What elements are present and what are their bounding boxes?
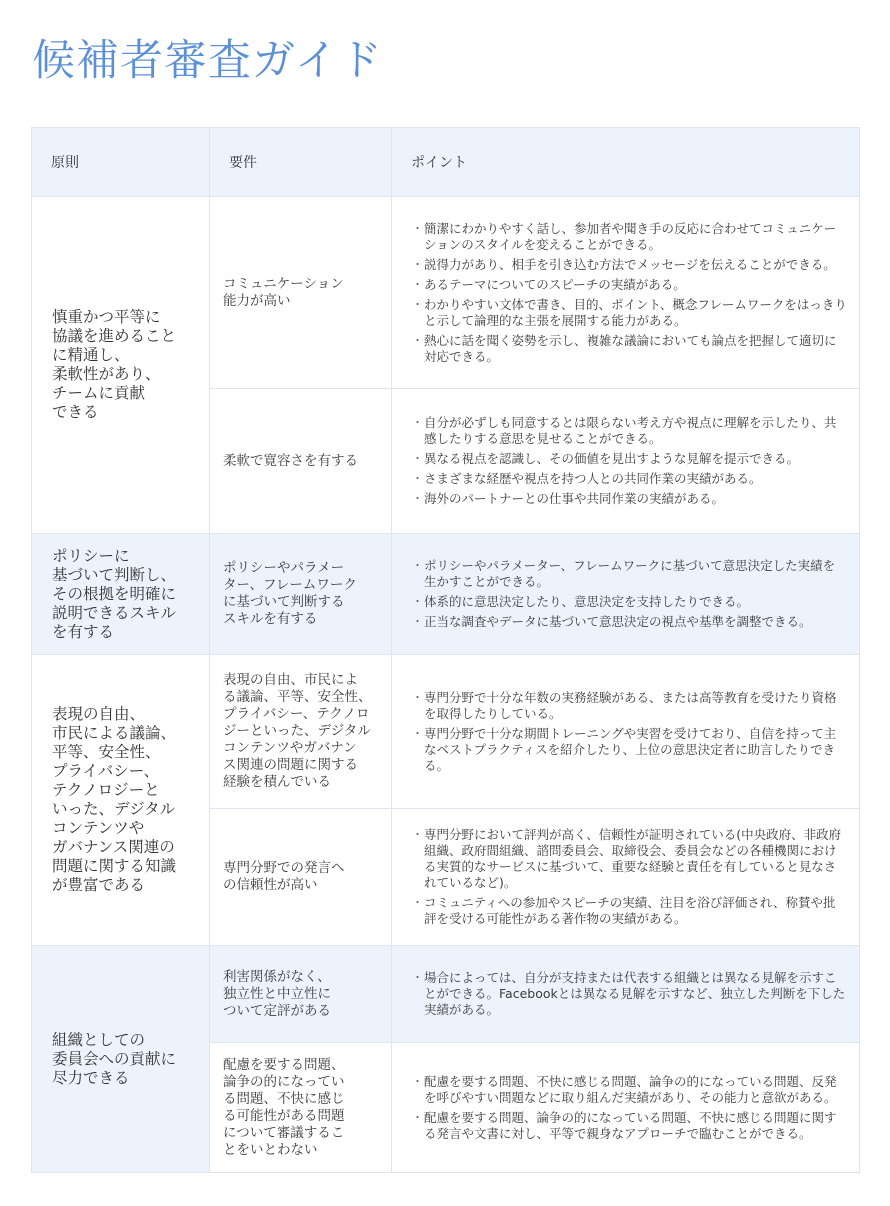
- page-title: 候補者審査ガイド: [32, 36, 383, 86]
- point-text: 熱心に話を聞く姿勢を示し、複雑な議論においても論点を把握して適切に対応できる。: [424, 332, 837, 364]
- points-cell: [392, 389, 860, 534]
- point-text: ポリシーやパラメーター、フレームワークに基づいて意思決定した実績を生かすことができる。: [424, 558, 836, 589]
- bullet-icon: ・: [412, 472, 423, 485]
- point-text: 正当な調査やデータに基づいて意思決定の視点や基準を調整できる。: [424, 614, 812, 629]
- points-cell: [392, 655, 860, 809]
- list-item: [412, 471, 847, 487]
- bullet-icon: ・: [412, 559, 423, 572]
- list-item: [412, 415, 847, 447]
- bullet-icon: ・: [412, 297, 423, 311]
- bullet-icon: ・: [412, 896, 423, 909]
- bullet-icon: ・: [412, 726, 423, 740]
- list-item: [412, 970, 847, 1018]
- list-item: [412, 277, 847, 293]
- point-text: 配慮を要する問題、不快に感じる問題、論争の的になっている問題、反発を呼びやすい問題などに取り組んだ実績があり、その能力と意欲がある。: [424, 1073, 837, 1105]
- header-requirement: 要件: [210, 128, 392, 197]
- bullet-icon: ・: [412, 1110, 423, 1124]
- list-item: [412, 827, 847, 891]
- point-text: 専門分野で十分な年数の実務経験がある、または高等教育を受けたり資格を取得したりしている。: [424, 689, 837, 721]
- bullet-icon: ・: [412, 492, 423, 505]
- header-principle: 原則: [32, 128, 210, 197]
- points-list: [412, 1074, 847, 1142]
- list-item: [412, 690, 847, 722]
- points-cell: [392, 1043, 860, 1173]
- list-item: [412, 257, 847, 273]
- point-text: わかりやすい文体で書き、目的、ポイント、概念フレームワークをはっきりと示して論理的な主張を展開する能力がある。: [424, 296, 847, 328]
- list-item: [412, 451, 847, 467]
- bullet-icon: ・: [412, 971, 423, 984]
- points-cell: [392, 809, 860, 946]
- bullet-icon: ・: [412, 277, 423, 291]
- point-text: 場合によっては、自分が支持または代表する組織とは異なる見解を示すことができる。Facebookとは異なる見解を示すなど、独立した判断を下した実績がある。: [424, 970, 846, 1017]
- bullet-icon: ・: [412, 333, 423, 347]
- points-list: [412, 827, 847, 927]
- principle-cell: 慎重かつ平等に 協議を進めること に精通し、 柔軟性があり、 チームに貢献 できる: [32, 197, 210, 534]
- bullet-icon: ・: [412, 1074, 423, 1088]
- point-text: 体系的に意思決定したり、意思決定を支持したりできる。: [424, 594, 750, 609]
- principle-cell: 表現の自由、 市民による議論、 平等、安全性、 プライバシー、 テクノロジーと いった、デジタル コンテンツや ガバナンス関連の 問題に関する知識 が豊富である: [32, 655, 210, 946]
- list-item: [412, 1074, 847, 1106]
- bullet-icon: ・: [412, 452, 423, 465]
- list-item: [412, 614, 847, 630]
- bullet-icon: ・: [412, 416, 423, 429]
- point-text: 専門分野で十分な期間トレーニングや実習を受けており、自信を持って主なベストプラクティスを紹介したり、上位の意思決定者に助言したりできる。: [424, 725, 837, 773]
- table-row: [32, 946, 860, 1043]
- point-text: コミュニティへの参加やスピーチの実績、注目を浴び評価され、称賛や批評を受ける可能性がある著作物の実績がある。: [424, 895, 836, 926]
- point-text: 簡潔にわかりやすく話し、参加者や聞き手の反応に合わせてコミュニケーションのスタイルを変えることができる。: [424, 220, 837, 252]
- point-text: 自分が必ずしも同意するとは限らない考え方や視点に理解を示したり、共感したりする意思を見せることができる。: [424, 415, 837, 446]
- table-header-row: [32, 128, 860, 197]
- list-item: [412, 1110, 847, 1142]
- points-cell: [392, 534, 860, 655]
- points-cell: [392, 197, 860, 389]
- list-item: [412, 491, 847, 507]
- point-text: 専門分野において評判が高く、信頼性が証明されている(中央政府、非政府組織、政府間組織、諮問委員会、取締役会、委員会などの各種機関における実質的なサービスに基づいて、重要な経験と責任を有していると見なされているなど)。: [424, 827, 842, 890]
- points-list: [412, 690, 847, 774]
- principle-cell: 組織としての 委員会への貢献に 尽力できる: [32, 946, 210, 1173]
- point-text: 配慮を要する問題、論争の的になっている問題、不快に感じる問題に関する発言や文書に対し、平等で親身なアプローチで臨むことができる。: [424, 1109, 837, 1141]
- requirement-cell: コミュニケーション 能力が高い: [210, 197, 392, 389]
- list-item: [412, 221, 847, 253]
- point-text: あるテーマについてのスピーチの実績がある。: [424, 276, 686, 292]
- list-item: [412, 558, 847, 590]
- points-cell: [392, 946, 860, 1043]
- point-text: 海外のパートナーとの仕事や共同作業の実績がある。: [424, 491, 725, 506]
- points-list: [412, 970, 847, 1018]
- principle-group: [32, 197, 860, 534]
- principle-group: [32, 534, 860, 655]
- requirement-cell: 表現の自由、市民によ る議論、平等、安全性、 プライバシー、テクノロ ジーといった、デジタル コンテンツやガバナン ス関連の問題に関する 経験を積んでいる: [210, 655, 392, 809]
- requirement-cell: 配慮を要する問題、 論争の的になってい る問題、不快に感じ る可能性がある問題 について審議するこ とをいとわない: [210, 1043, 392, 1173]
- bullet-icon: ・: [412, 595, 423, 608]
- points-list: [412, 415, 847, 507]
- table-row: [32, 655, 860, 809]
- bullet-icon: ・: [412, 690, 423, 704]
- list-item: [412, 895, 847, 927]
- list-item: [412, 333, 847, 365]
- table-row: [32, 197, 860, 389]
- points-list: [412, 221, 847, 365]
- requirement-cell: 利害関係がなく、 独立性と中立性に ついて定評がある: [210, 946, 392, 1043]
- principle-group: [32, 946, 860, 1173]
- list-item: [412, 297, 847, 329]
- table-row: [32, 534, 860, 655]
- principle-cell: ポリシーに 基づいて判断し、 その根拠を明確に 説明できるスキル を有する: [32, 534, 210, 655]
- point-text: さまざまな経歴や視点を持つ人との共同作業の実績がある。: [424, 471, 762, 486]
- point-text: 異なる視点を認識し、その価値を見出すような見解を提示できる。: [424, 451, 800, 466]
- point-text: 説得力があり、相手を引き込む方法でメッセージを伝えることができる。: [424, 256, 836, 272]
- requirement-cell: 柔軟で寛容さを有する: [210, 389, 392, 534]
- candidate-guide-table: [31, 127, 860, 1173]
- header-points: ポイント: [392, 128, 860, 197]
- list-item: [412, 726, 847, 774]
- bullet-icon: ・: [412, 828, 423, 841]
- principle-group: [32, 655, 860, 946]
- bullet-icon: ・: [412, 257, 423, 271]
- list-item: [412, 594, 847, 610]
- points-list: [412, 558, 847, 630]
- bullet-icon: ・: [412, 221, 423, 235]
- requirement-cell: 専門分野での発言へ の信頼性が高い: [210, 809, 392, 946]
- bullet-icon: ・: [412, 615, 423, 628]
- requirement-cell: ポリシーやパラメー ター、フレームワーク に基づいて判断する スキルを有する: [210, 534, 392, 655]
